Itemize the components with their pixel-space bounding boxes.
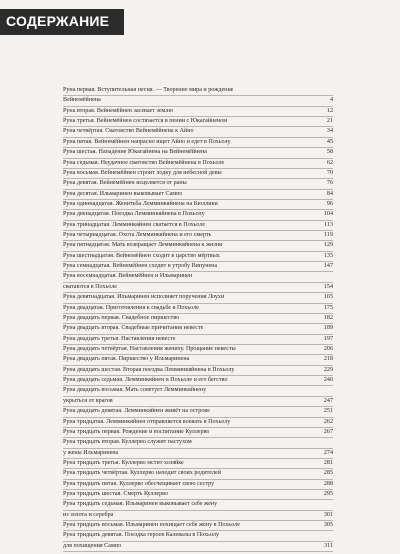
- toc-line: [63, 490, 333, 500]
- toc-entry-title: Руна четырнадцатая. Охота Лемминкяйнена и его смерть: [63, 232, 212, 239]
- toc-entry-title: Руна двадцать шестая. Вторая поездка Лемминкяйнена в Похьолу: [63, 366, 235, 373]
- toc-entry[interactable]: [63, 200, 333, 210]
- toc-entry-title: Руна одиннадцатая. Женитьба Лемминкяйнена на Кюллики: [63, 200, 218, 207]
- toc-line: [63, 469, 333, 479]
- toc-line: [63, 407, 333, 417]
- toc-line: [63, 542, 333, 552]
- toc-page-number: 21: [326, 118, 333, 125]
- toc-line: [63, 438, 333, 448]
- toc-line: [63, 335, 333, 345]
- toc-line: [63, 355, 333, 365]
- toc-line: [63, 127, 333, 137]
- toc-entry[interactable]: [63, 262, 333, 272]
- toc-page-number: 175: [323, 304, 333, 311]
- toc-line: [63, 169, 333, 179]
- toc-entry-title: для похищения Сампо: [63, 542, 122, 549]
- toc-page-number: 12: [326, 107, 333, 114]
- toc-line: [63, 179, 333, 189]
- toc-entry[interactable]: [63, 179, 333, 189]
- toc-line: [63, 231, 333, 241]
- toc-page-number: 305: [323, 522, 333, 529]
- toc-line: [63, 117, 333, 127]
- toc-entry[interactable]: [63, 117, 333, 127]
- toc-page-number: 247: [323, 397, 333, 404]
- toc-page-number: 165: [323, 294, 333, 301]
- toc-page-number: 218: [323, 356, 333, 363]
- toc-entry-title: Руна двадцать четвёртая. Наставления жениху. Прощание невесты: [63, 345, 236, 352]
- toc-entry-title: Руна двадцать пятая. Пиршество у Ильмаринена: [63, 356, 190, 363]
- toc-entry[interactable]: [63, 138, 333, 148]
- toc-entry[interactable]: [63, 531, 333, 552]
- toc-page-number: 147: [323, 263, 333, 270]
- toc-page-number: 182: [323, 314, 333, 321]
- toc-entry-title: Руна двенадцатая. Поездка Лемминкяйнена в Похьолу: [63, 211, 205, 218]
- toc-entry[interactable]: [63, 469, 333, 479]
- toc-line: [63, 480, 333, 490]
- toc-entry-title: Руна пятая. Вейнемёйнен напрасно ищет Айно и едет в Похьолу: [63, 138, 231, 145]
- toc-entry[interactable]: [63, 376, 333, 386]
- toc-entry-title: Руна шестнадцатая. Вейнемёйнен сходит в царство мёртвых: [63, 252, 220, 259]
- toc-page-number: 84: [326, 190, 333, 197]
- toc-entry[interactable]: [63, 324, 333, 334]
- toc-page-number: 288: [323, 480, 333, 487]
- toc-line: [63, 96, 333, 106]
- toc-line: [63, 418, 333, 428]
- toc-entry[interactable]: [63, 159, 333, 169]
- toc-line: [63, 459, 333, 469]
- toc-line: [63, 252, 333, 262]
- toc-page-number: 119: [324, 232, 333, 239]
- toc-line: [63, 304, 333, 314]
- toc-page-number: 104: [323, 211, 333, 218]
- toc-page-number: 129: [323, 242, 333, 249]
- toc-entry[interactable]: [63, 241, 333, 251]
- toc-page-number: 76: [326, 180, 333, 187]
- toc-page-number: 189: [323, 325, 333, 332]
- toc-page-number: 274: [323, 449, 333, 456]
- toc-entry[interactable]: [63, 252, 333, 262]
- toc-entry[interactable]: [63, 418, 333, 428]
- toc-page-number: 267: [323, 428, 333, 435]
- toc-line: [63, 500, 333, 510]
- toc-entry-title: Руна семнадцатая. Вейнемёйнен сходит в утробу Випунена: [63, 263, 218, 270]
- toc-entry-title: сватаются в Похьоле: [63, 283, 117, 290]
- toc-line: [63, 159, 333, 169]
- toc-line: [63, 376, 333, 386]
- toc-line: [63, 397, 333, 407]
- toc-entry[interactable]: [63, 304, 333, 314]
- toc-entry-title: Руна тридцать пятая. Куллерво обесчещивает свою сестру: [63, 480, 215, 487]
- page-header: [0, 0, 400, 44]
- toc-entry-title: Руна пятнадцатая. Мать возвращает Лемминкяйнена к жизни: [63, 242, 223, 249]
- toc-page-number: 70: [326, 169, 333, 176]
- toc-line: [63, 293, 333, 303]
- table-of-contents: [63, 86, 333, 552]
- toc-line: [63, 221, 333, 231]
- toc-line: [63, 107, 333, 117]
- toc-entry[interactable]: [63, 490, 333, 500]
- toc-entry-title: Руна десятая. Ильмаринен выковывает Сампо: [63, 190, 183, 197]
- toc-entry[interactable]: [63, 148, 333, 158]
- toc-entry-title: Руна вторая. Вейнемёйнен засевает землю: [63, 107, 173, 114]
- toc-entry[interactable]: [63, 459, 333, 469]
- toc-entry-title: Вейнемёйнена: [63, 97, 101, 104]
- toc-entry-title: Руна тридцать шестая. Смерть Куллерво: [63, 491, 169, 498]
- toc-page-number: 45: [326, 138, 333, 145]
- toc-line: [63, 511, 333, 521]
- toc-entry[interactable]: [63, 407, 333, 417]
- toc-entry[interactable]: [63, 428, 333, 438]
- toc-entry-title: Руна тринадцатая. Лемминкяйнен сватается в Похьоле: [63, 221, 206, 228]
- toc-entry-title: Руна шестая. Нападение Юкагайнена на Вейнемёйнена: [63, 149, 208, 156]
- toc-entry-title: Руна девятая. Вейнемёйнен исцеляется от раны: [63, 180, 187, 187]
- toc-page-number: 4: [329, 97, 333, 104]
- toc-page-number: 229: [323, 366, 333, 373]
- toc-line: [63, 200, 333, 210]
- toc-entry-title: Руна тридцать вторая. Куллерво служит пастухом: [63, 439, 192, 446]
- toc-page-number: 240: [323, 377, 333, 384]
- toc-entry-title: Руна тридцать девятая. Поездка героев Калевалы в Похьолу: [63, 532, 220, 539]
- toc-page-number: 285: [323, 470, 333, 477]
- toc-line: [63, 210, 333, 220]
- toc-entry[interactable]: [63, 521, 333, 531]
- page-title: СОДЕРЖАНИЕ: [6, 13, 110, 29]
- toc-entry[interactable]: [63, 293, 333, 303]
- toc-entry[interactable]: [63, 345, 333, 355]
- toc-line: [63, 262, 333, 272]
- toc-page-number: 281: [323, 459, 333, 466]
- toc-entry[interactable]: [63, 366, 333, 376]
- toc-entry-title: Руна двадцатая. Приготовления к свадьбе в Похьоле: [63, 304, 199, 311]
- toc-entry[interactable]: [63, 86, 333, 107]
- toc-entry-title: Руна седьмая. Неудачное сватовство Вейнемёйнена в Похьоле: [63, 159, 225, 166]
- toc-entry-title: Руна третья. Вейнемёйнен состязается в пении с Юкагайненом: [63, 118, 228, 125]
- toc-entry[interactable]: [63, 231, 333, 241]
- toc-page-number: 58: [326, 149, 333, 156]
- toc-line: [63, 449, 333, 459]
- toc-line: [63, 148, 333, 158]
- toc-entry[interactable]: [63, 190, 333, 200]
- toc-page-number: 34: [326, 128, 333, 135]
- toc-page-number: 301: [323, 511, 333, 518]
- toc-line: [63, 86, 333, 96]
- toc-line: [63, 283, 333, 293]
- toc-entry[interactable]: [63, 314, 333, 324]
- toc-page-number: 197: [323, 335, 333, 342]
- toc-entry-title: Руна двадцать девятая. Лемминкяйнен живёт на острове: [63, 408, 210, 415]
- toc-page-number: 113: [324, 221, 333, 228]
- toc-entry[interactable]: [63, 169, 333, 179]
- toc-page-number: 135: [323, 252, 333, 259]
- toc-entry-title: Руна тридцать первая. Рождение и воспитание Куллерво: [63, 428, 210, 435]
- toc-entry-title: Руна двадцать седьмая. Лемминкяйнен в Похьоле и его бегство: [63, 377, 228, 384]
- toc-entry-title: Руна первая. Вступительная песня. — Творение мира и рождение: [63, 87, 234, 93]
- toc-line: [63, 345, 333, 355]
- toc-entry-title: Руна двадцать первая. Свадебное пиршество: [63, 314, 180, 321]
- toc-entry[interactable]: [63, 107, 333, 117]
- toc-entry-title: у жены Ильмаринена: [63, 449, 119, 456]
- toc-page-number: 251: [323, 408, 333, 415]
- toc-line: [63, 138, 333, 148]
- toc-entry-title: Руна тридцать восьмая. Ильмаринен похищает себе жену в Похьоле: [63, 522, 240, 529]
- toc-entry[interactable]: [63, 386, 333, 407]
- toc-entry[interactable]: [63, 355, 333, 365]
- toc-page-number: 295: [323, 491, 333, 498]
- toc-entry[interactable]: [63, 210, 333, 220]
- toc-line: [63, 521, 333, 531]
- toc-line: [63, 190, 333, 200]
- toc-entry-title: укрыться от врагов: [63, 397, 113, 404]
- toc-entry-title: Руна тридцать четвёртая. Куллерво находит своих родителей: [63, 470, 222, 477]
- toc-entry[interactable]: [63, 500, 333, 521]
- toc-entry[interactable]: [63, 221, 333, 231]
- toc-page-number: 206: [323, 345, 333, 352]
- toc-line: [63, 386, 333, 396]
- toc-line: [63, 241, 333, 251]
- toc-entry[interactable]: [63, 127, 333, 137]
- toc-line: [63, 324, 333, 334]
- toc-entry-title: Руна тридцать третья. Куллерво мстит хозяйке: [63, 459, 184, 466]
- toc-line: [63, 314, 333, 324]
- toc-page-number: 62: [326, 159, 333, 166]
- toc-entry[interactable]: [63, 335, 333, 345]
- toc-entry-title: Руна двадцать восьмая. Мать советует Лемминкяйнену: [63, 387, 207, 394]
- toc-entry[interactable]: [63, 438, 333, 459]
- toc-page-number: 154: [323, 283, 333, 290]
- toc-page-number: 96: [326, 200, 333, 207]
- toc-entry-title: Руна четвёртая. Сватовство Вейнемёйнена к Айно: [63, 128, 194, 135]
- toc-entry-title: Руна тридцать седьмая. Ильмаринен выковывает себе жену: [63, 501, 218, 508]
- toc-entry[interactable]: [63, 480, 333, 490]
- toc-entry-title: Руна восемнадцатая. Вейнемёйнен и Ильмаринен: [63, 273, 193, 280]
- toc-line: [63, 531, 333, 541]
- toc-entry[interactable]: [63, 272, 333, 293]
- toc-line: [63, 272, 333, 282]
- toc-line: [63, 428, 333, 438]
- toc-entry-title: Руна восьмая. Вейнемёйнен строит лодку для небесной девы: [63, 169, 222, 176]
- toc-page-number: 262: [323, 418, 333, 425]
- toc-entry-title: из золота и серебра: [63, 511, 114, 518]
- toc-entry-title: Руна тридцатая. Лемминкяйнен отправляется воевать в Похьолу: [63, 418, 231, 425]
- toc-page-number: 311: [324, 542, 333, 549]
- toc-entry-title: Руна двадцать вторая. Свадебные причитания невесте: [63, 325, 204, 332]
- toc-entry-title: Руна девятнадцатая. Ильмаринен исполняет поручения Лоухи: [63, 294, 225, 301]
- toc-entry-title: Руна двадцать третья. Наставления невесте: [63, 335, 176, 342]
- toc-line: [63, 366, 333, 376]
